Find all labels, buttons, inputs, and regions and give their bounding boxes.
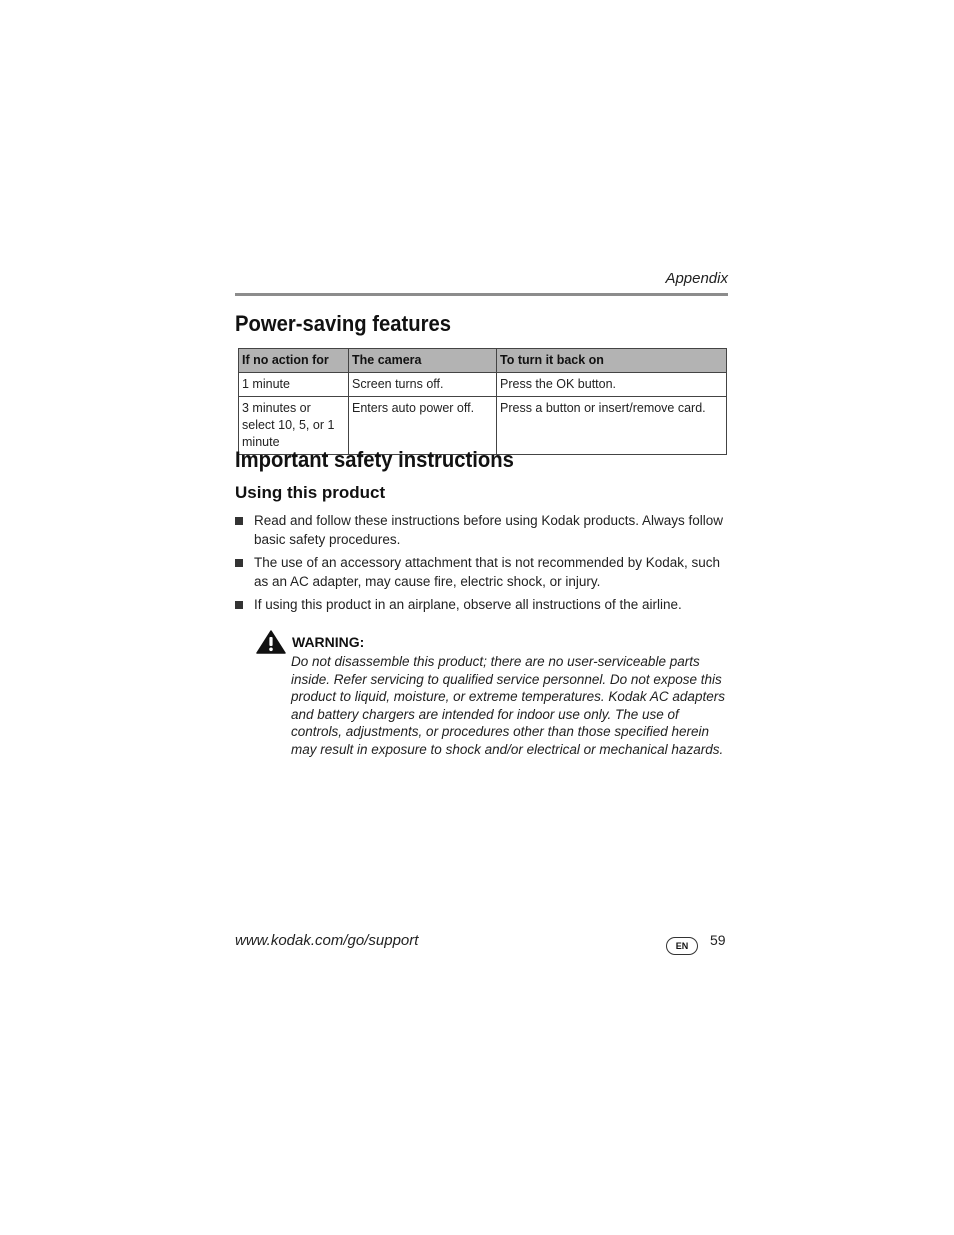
power-saving-title: Power-saving features bbox=[235, 311, 451, 336]
table-cell: 3 minutes or select 10, 5, or 1 minute bbox=[239, 397, 349, 455]
table-cell: 1 minute bbox=[239, 373, 349, 397]
power-saving-table bbox=[238, 348, 727, 455]
support-url: www.kodak.com/go/support bbox=[235, 932, 419, 949]
page-number: 59 bbox=[710, 932, 726, 948]
warning-triangle-icon bbox=[256, 630, 286, 654]
column-header: The camera bbox=[349, 349, 497, 373]
table-cell: Press the OK button. bbox=[497, 373, 727, 397]
column-header: To turn it back on bbox=[497, 349, 727, 373]
language-badge: EN bbox=[666, 937, 698, 955]
table-cell: Press a button or insert/remove card. bbox=[497, 397, 727, 455]
list-item bbox=[235, 554, 730, 591]
safety-title: Important safety instructions bbox=[235, 447, 514, 472]
section-label: Appendix bbox=[665, 270, 728, 287]
warning-heading bbox=[256, 630, 364, 654]
square-bullet-icon bbox=[235, 601, 243, 609]
list-item-text: If using this product in an airplane, observe all instructions of the airline. bbox=[254, 597, 682, 612]
safety-bullet-list bbox=[235, 512, 730, 620]
header-rule bbox=[235, 293, 728, 296]
list-item bbox=[235, 512, 730, 549]
table-header-row bbox=[239, 349, 727, 373]
table-cell: Screen turns off. bbox=[349, 373, 497, 397]
list-item-text: The use of an accessory attachment that is not recommended by Kodak, such as an AC adapter, may cause fire, electric shock, or injury. bbox=[254, 555, 721, 589]
table-cell: Enters auto power off. bbox=[349, 397, 497, 455]
list-item bbox=[235, 596, 730, 615]
square-bullet-icon bbox=[235, 559, 243, 567]
warning-label: WARNING: bbox=[292, 634, 365, 650]
warning-text: Do not disassemble this product; there are no user-serviceable parts inside. Refer servicing to qualified service personnel. Do not expose this product to liquid, moisture, or extreme temperatures. Kodak AC adapters and battery chargers are intended for indoor use only. The use of controls, adjustments, or procedures other than those specified herein may result in exposure to shock and/or electrical or mechanical hazards. bbox=[291, 654, 725, 757]
square-bullet-icon bbox=[235, 517, 243, 525]
table-row bbox=[239, 397, 727, 455]
table-row bbox=[239, 373, 727, 397]
list-item-text: Read and follow these instructions before using Kodak products. Always follow basic safety procedures. bbox=[254, 513, 724, 547]
safety-subtitle: Using this product bbox=[235, 483, 386, 502]
column-header: If no action for bbox=[239, 349, 349, 373]
